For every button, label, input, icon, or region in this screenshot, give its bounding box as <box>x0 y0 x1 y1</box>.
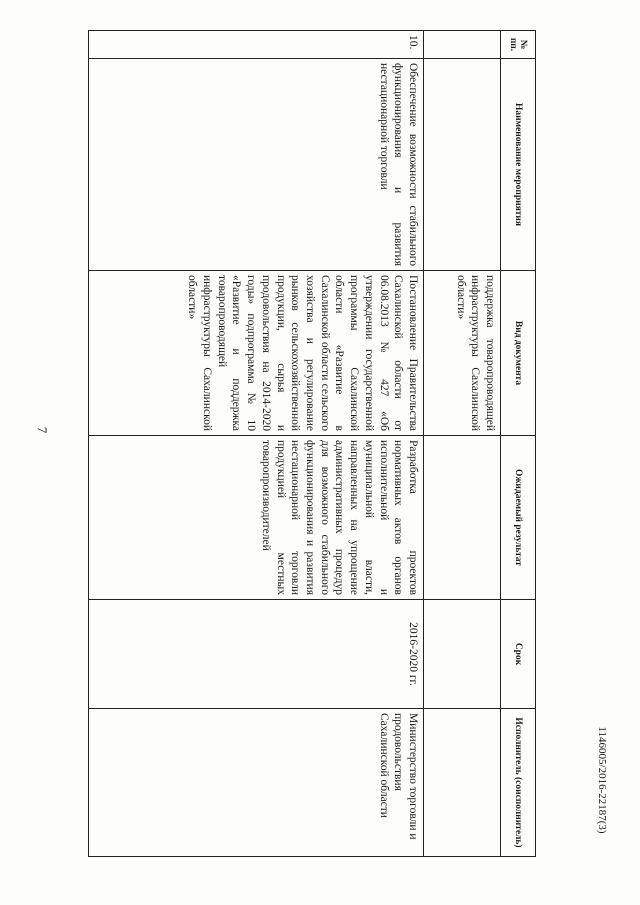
cell-result: Разработка проектов нормативных актов органов исполнительной и муниципальной власти, направленных на упрощение административных процедур для возможного стабильного функционирования и развития нестационарной торговли продукцией местных товаропроизводителей <box>89 436 424 600</box>
cell-doc-type: Постановление Правительства Сахалинской области от 06.08.2013 № 427 «Об утверждении государственной программы Сахалинской области «Развитие в Сахалинской области сельского хозяйства и регулирование рынков сельскохозяйственной продукции, сырья и продовольствия на 2014-2020 годы» подпрограмма № 10 «Развитие и поддержка товаропроводящей инфраструктуры Сахалинской области» <box>89 271 424 436</box>
cell-result <box>424 436 501 600</box>
table-row <box>424 31 501 857</box>
rotated-table-container <box>88 30 536 856</box>
header-executor: Исполнитель (соисполнитель) <box>501 709 536 857</box>
cell-name <box>424 59 501 271</box>
header-name: Наименование мероприятия <box>501 59 536 271</box>
cell-executor: Министерство торговли и продовольствия Сахалинской области <box>89 709 424 857</box>
activities-table <box>88 30 536 857</box>
document-code: 1146005/2016-22187(3) <box>596 726 608 834</box>
header-no: № пп. <box>501 31 536 59</box>
cell-term <box>424 600 501 709</box>
page-number: 7 <box>35 426 50 434</box>
table-row <box>89 31 424 857</box>
cell-executor <box>424 709 501 857</box>
header-doc-type: Вид документа <box>501 271 536 436</box>
cell-term: 2016-2020 гг. <box>89 600 424 709</box>
header-term: Срок <box>501 600 536 709</box>
cell-doc-type: поддержка товаропроводящей инфраструктуры Сахалинской области» <box>424 271 501 436</box>
cell-no <box>424 31 501 59</box>
table-header-row <box>501 31 536 857</box>
cell-no: 10. <box>89 31 424 59</box>
cell-name: Обеспечение возможности стабильного функционирования и развития нестационарной торговли <box>89 59 424 271</box>
header-result: Ожидаемый результат <box>501 436 536 600</box>
